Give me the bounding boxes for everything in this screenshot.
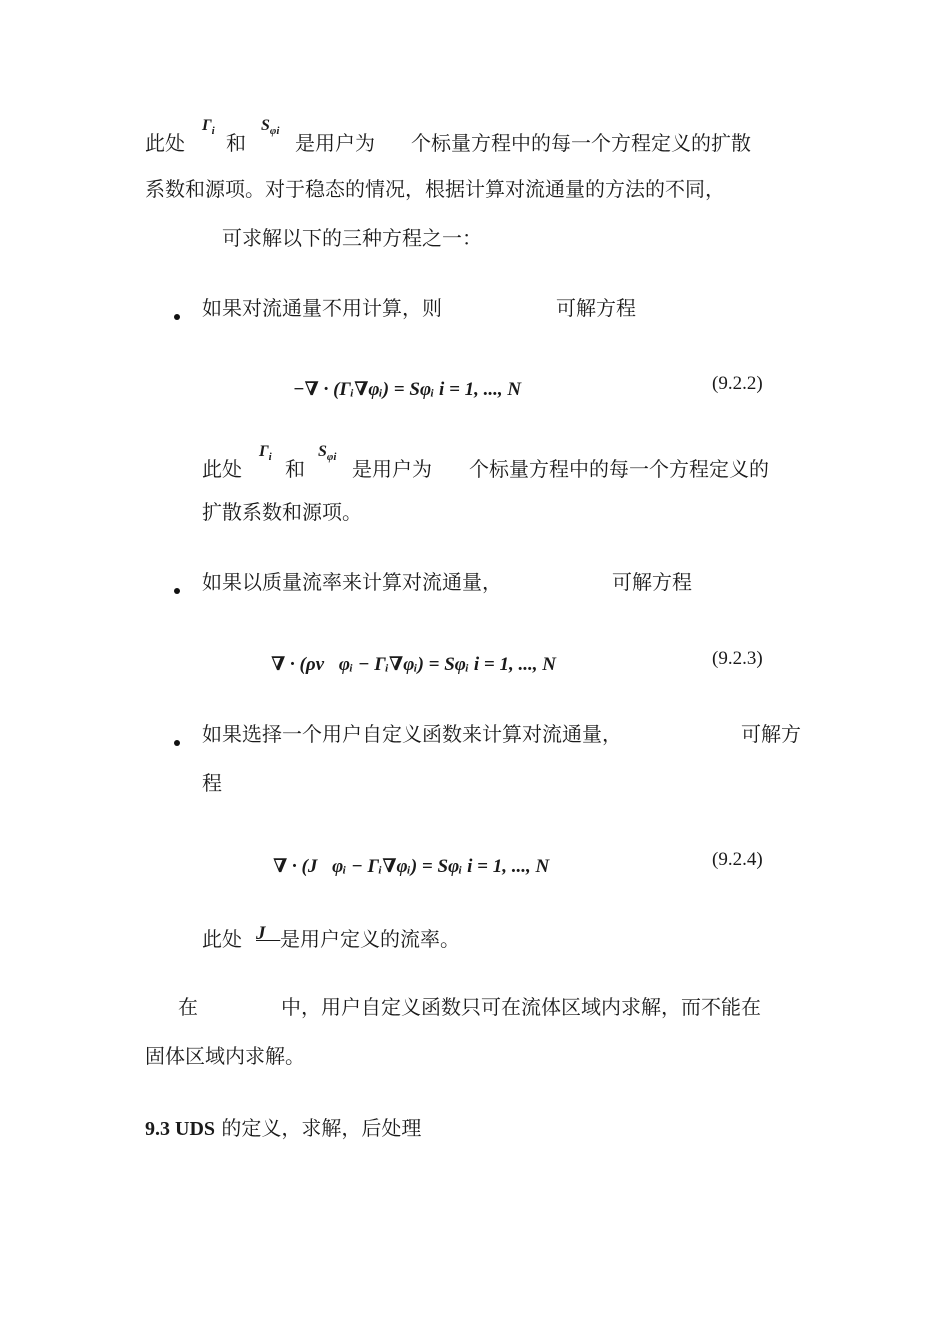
- s-phi-symbol: $S_{\varphi i}$: [261, 117, 280, 138]
- bullet-dot-1: [174, 314, 180, 320]
- p2-line2: 固体区域内求解。: [145, 1044, 305, 1068]
- bullet-dot-2: [174, 588, 180, 594]
- bullet2-text-b: 可解方程: [612, 570, 692, 594]
- p2-text-a: 在: [178, 995, 198, 1019]
- bullet1-note-a: 此处: [202, 457, 242, 481]
- bullet2-text-a: 如果以质量流率来计算对流通量，: [202, 570, 502, 594]
- bullet3-note-b: 是用户定义的流率。: [280, 927, 460, 951]
- j-vector-symbol: J⃗: [256, 923, 281, 944]
- section-heading: [145, 1116, 421, 1141]
- bullet3-text-b: 可解方: [741, 722, 801, 746]
- bullet3-text-c: 程: [202, 771, 222, 795]
- equation-9-2-3: ∇ · (ρv⃗φᵢ − Γᵢ∇φᵢ) = Sφᵢ i = 1, ..., N: [271, 654, 556, 675]
- p1-text-b: 是用户为: [295, 131, 375, 155]
- p1-text-he: 和: [226, 131, 246, 155]
- p1-text-c: 个标量方程中的每一个方程定义的扩散: [411, 131, 751, 155]
- bullet1-text-b: 可解方程: [556, 296, 636, 320]
- s-phi-symbol-2: $S_{\varphi i}$: [318, 443, 337, 464]
- p2-text-b: 中，用户自定义函数只可在流体区域内求解，而不能在: [281, 995, 761, 1019]
- section-heading-number: 9.3 UDS: [145, 1118, 216, 1140]
- equation-9-2-4: ∇ · (J⃗φᵢ − Γᵢ∇φᵢ) = Sφᵢ i = 1, ..., N: [273, 856, 550, 877]
- p1-text-a: 此处: [145, 131, 185, 155]
- bullet1-note-line2: 扩散系数和源项。: [202, 500, 362, 524]
- bullet1-note-c: 个标量方程中的每一个方程定义的: [469, 457, 769, 481]
- bullet1-text-a: 如果对流通量不用计算，则: [202, 296, 442, 320]
- equation-9-2-2: −∇ · (Γᵢ∇φᵢ) = Sφᵢ i = 1, ..., N: [293, 379, 522, 400]
- bullet1-note-he: 和: [285, 457, 305, 481]
- p1-line2: 系数和源项。对于稳态的情况，根据计算对流通量的方法的不同，: [145, 177, 725, 201]
- equation-number-9-2-2: (9.2.2): [712, 373, 763, 394]
- equation-number-9-2-4: (9.2.4): [712, 849, 763, 870]
- bullet-dot-3: [174, 740, 180, 746]
- bullet3-text-a: 如果选择一个用户自定义函数来计算对流通量，: [202, 722, 622, 746]
- bullet3-note-a: 此处: [202, 927, 242, 951]
- equation-number-9-2-3: (9.2.3): [712, 648, 763, 669]
- p1-line3: 可求解以下的三种方程之一：: [222, 226, 482, 250]
- section-heading-text: 的定义，求解，后处理: [221, 1116, 422, 1140]
- gamma-i-symbol-2: $\Gamma_i$: [259, 443, 272, 464]
- bullet1-note-b: 是用户为: [352, 457, 432, 481]
- gamma-i-symbol: $\Gamma_i$: [202, 117, 215, 138]
